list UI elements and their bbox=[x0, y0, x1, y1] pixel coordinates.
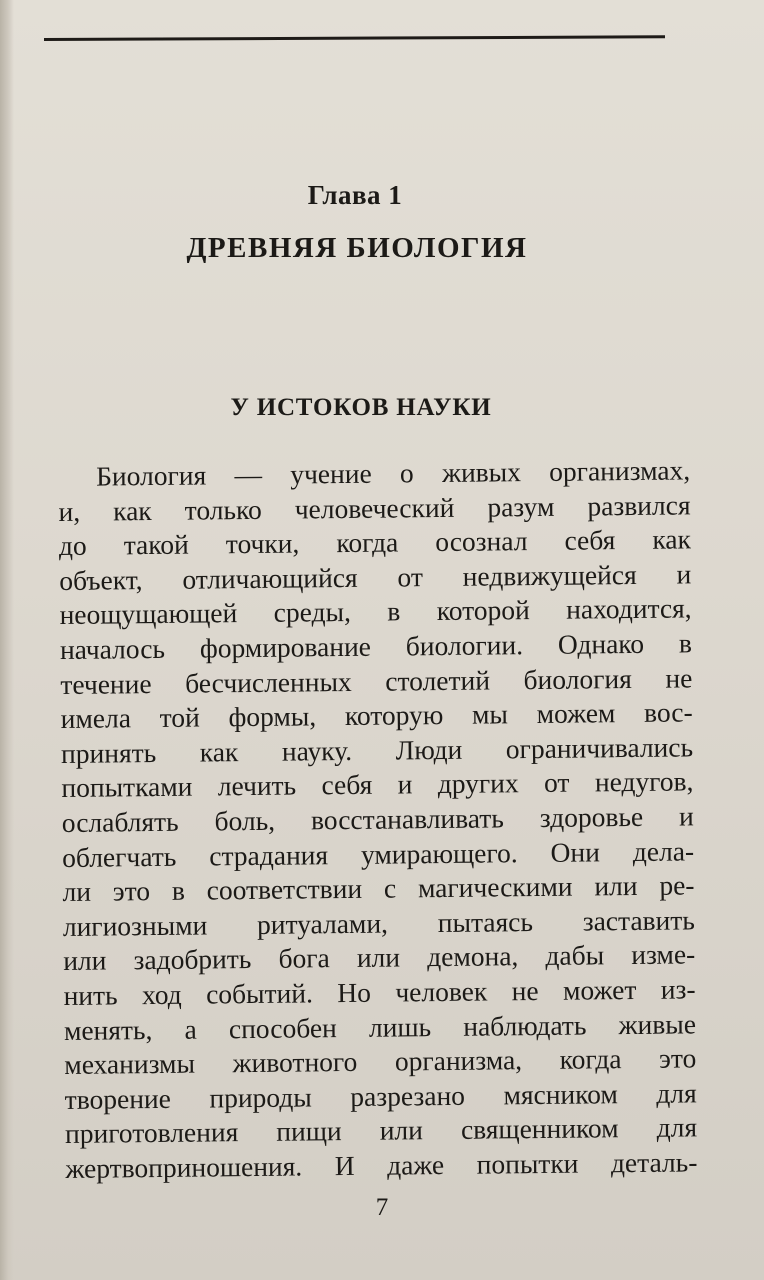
text-line: нить ход событий. Но человек не может из- bbox=[63, 973, 696, 1011]
text-line: неощущающей среды, в которой находится, bbox=[59, 592, 692, 631]
page-number: 7 bbox=[375, 1194, 389, 1221]
text-line: до такой точки, когда осознал себя как bbox=[58, 523, 692, 562]
chapter-label: Глава 1 bbox=[307, 180, 403, 210]
text-line: началось формирование биологии. Однако в bbox=[59, 627, 693, 665]
text-line: попытками лечить себя и других от недугов, bbox=[61, 765, 694, 804]
text-line: или задобрить бога или демона, дабы изме- bbox=[63, 938, 696, 977]
text-line: механизмы животного организма, когда это bbox=[64, 1042, 697, 1081]
text-line: ослаблять боль, восстанавливать здоровье и bbox=[61, 800, 694, 838]
text-line: лигиозными ритуалами, пытаясь заставить bbox=[62, 904, 696, 942]
text-line: творение природы разрезано мясником для bbox=[64, 1077, 697, 1115]
text-line: имела той формы, которую мы можем вос- bbox=[60, 696, 693, 735]
text-line: течение бесчисленных столетий биология не bbox=[60, 661, 693, 700]
text-line: объект, отличающийся от недвижущейся и bbox=[59, 558, 692, 596]
text-line: менять, а способен лишь наблюдать живые bbox=[63, 1007, 697, 1046]
text-line: приготовления пищи или священником для bbox=[64, 1111, 698, 1150]
text-line: ли это в соответствии с магическими или ре- bbox=[62, 869, 695, 908]
section-title: У ИСТОКОВ НАУКИ bbox=[230, 394, 492, 421]
text-line: облегчать страдания умирающего. Они дела- bbox=[61, 834, 695, 873]
text-line: Биология — учение о живых организмах, bbox=[96, 454, 691, 492]
text-line: и, как только человеческий разум развился bbox=[58, 488, 691, 527]
chapter-title: ДРЕВНЯЯ БИОЛОГИЯ bbox=[186, 232, 528, 264]
top-rule bbox=[44, 35, 665, 41]
body-text bbox=[58, 453, 698, 1186]
text-line: жертвоприношения. И даже попытки деталь- bbox=[65, 1146, 698, 1184]
text-line: принять как науку. Люди ограничивались bbox=[60, 731, 694, 769]
